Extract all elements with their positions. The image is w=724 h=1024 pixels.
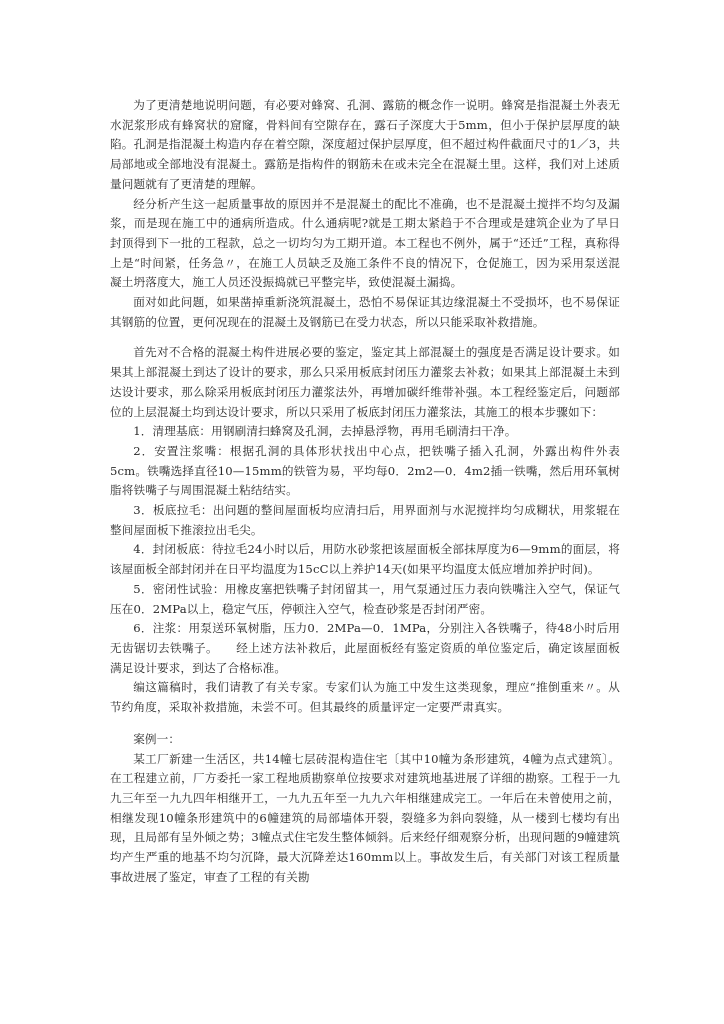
section-gap [110, 718, 620, 730]
step-item: 4．封闭板底：待拉毛24小时以后，用防水砂浆把该屋面板全部抹厚度为6—9mm的面层，将该屋面板全部封闭并在日平均温度为15cC以上养护14天(如果平均温度太低应增加养护时间)。 [110, 542, 620, 577]
step-item: 6．注浆：用泵送环氧树脂，压力0．2MPa—0．1MPa，分别注入各铁嘴子，待48小时后用无齿锯切去铁嘴子。 经上述方法补救后，此屋面板经有鉴定资质的单位鉴定后，确定该屋面板满足设计要求，到达了合格标准。 [110, 621, 620, 675]
section-gap [110, 332, 620, 343]
paragraph: 经分析产生这一起质量事故的原因并不是混凝土的配比不准确，也不是混凝土搅拌不均匀及漏浆，而是现在施工中的通病所造成。什么通病呢?就是工期太紧趋于不合理或是建筑企业为了早日封顶得到下一批的工程款，总之一切均匀为工期开道。本工程也不例外，属于“还迁”工程，真称得上是“时间紧，任务急〃，在施工人员缺乏及施工条件不良的情况下，仓促施工，因为采用泵送混凝土坍落度大，施工人员还没振捣就已平整完毕，致使混凝土漏捣。 [110, 196, 620, 290]
paragraph: 编这篇稿时，我们请教了有关专家。专家们认为施工中发生这类现象，理应“推倒重来〃。从节约角度，采取补救措施，未尝不可。但其最终的质量评定一定要严肃真实。 [110, 680, 620, 715]
paragraph: 首先对不合格的混凝土构件进展必要的鉴定，鉴定其上部混凝土的强度是否满足设计要求。如果其上部混凝土到达了设计的要求，那么只采用板底封闭压力灌浆去补救；如果其上部混凝土未到达设计要求，那么除采用板底封闭压力灌浆法外，再增加碳纤维带补强。本工程经鉴定后，问题部位的上层混凝土均到达设计要求，所以只采用了板底封闭压力灌浆法，其施工的根本步骤如下： [110, 345, 620, 419]
document-page [110, 96, 620, 887]
step-item: 3．板底拉毛：出问题的整间屋面板均应清扫后，用界面剂与水泥搅拌均匀成糊状，用浆辊在整间屋面板下推滚拉出毛尖。 [110, 503, 620, 537]
paragraph: 某工厂新建一生活区，共14幢七层砖混构造住宅〔其中10幢为条形建筑，4幢为点式建筑〕。在工程建立前，厂方委托一家工程地质勘察单位按要求对建筑地基进展了详细的勘察。工程于一九九三年至一九九四年相继开工，一九九五年至一九九六年相继建成完工。一年后在未曾使用之前，相继发现10幢条形建筑中的6幢建筑的局部墙体开裂，裂缝多为斜向裂缝，从一楼到七楼均有出现，且局部有呈外倾之势；3幢点式住宅发生整体倾斜。后来经仔细观察分析，出现问题的9幢建筑均产生严重的地基不均匀沉降，最大沉降差达160mm以上。事故发生后，有关部门对该工程质量事故进展了鉴定，审查了工程的有关勘 [110, 751, 620, 884]
step-item: 2．安置注浆嘴：根据孔洞的具体形状找出中心点，把铁嘴子插入孔洞，外露出构件外表5cm。铁嘴选择直径10—15mm的铁管为易，平均每0．2m2—0．4m2插一铁嘴，然后用环氧树脂将铁嘴子与周围混凝土粘结结实。 [110, 443, 620, 498]
case-heading: 案例一： [133, 731, 181, 746]
paragraph: 为了更清楚地说明问题，有必要对蜂窝、孔洞、露筋的概念作一说明。蜂窝是指混凝土外表无水泥浆形成有蜂窝状的窟窿，骨料间有空隙存在，露石子深度大于5mm，但小于保护层厚度的缺陷。孔洞是指混凝土构造内存在着空隙，深度超过保护层厚度，但不超过构件截面尺寸的1／3，共局部地或全部地没有混凝土。露筋是指构件的钢筋未在或未完全在混凝土里。这样，我们对上述质量问题就有了更清楚的理解。 [110, 98, 620, 191]
step-item: 5．密闭性试验：用橡皮塞把铁嘴子封闭留其一，用气泵通过压力表向铁嘴注入空气，保证气压在0．2MPa以上，稳定气压，停顿注入空气，检查砂浆是否封闭严密。 [110, 581, 620, 616]
step-item: 1．清理基底：用钢刷清扫蜂窝及孔洞，去掉悬浮物，再用毛刷清扫干净。 [133, 424, 517, 439]
paragraph: 面对如此问题，如果凿掉重新浇筑混凝土，恐怕不易保证其边缘混凝土不受损坏，也不易保证其钢筋的位置，更何况现在的混凝土及钢筋已在受力状态，所以只能采取补救措施。 [110, 295, 620, 329]
